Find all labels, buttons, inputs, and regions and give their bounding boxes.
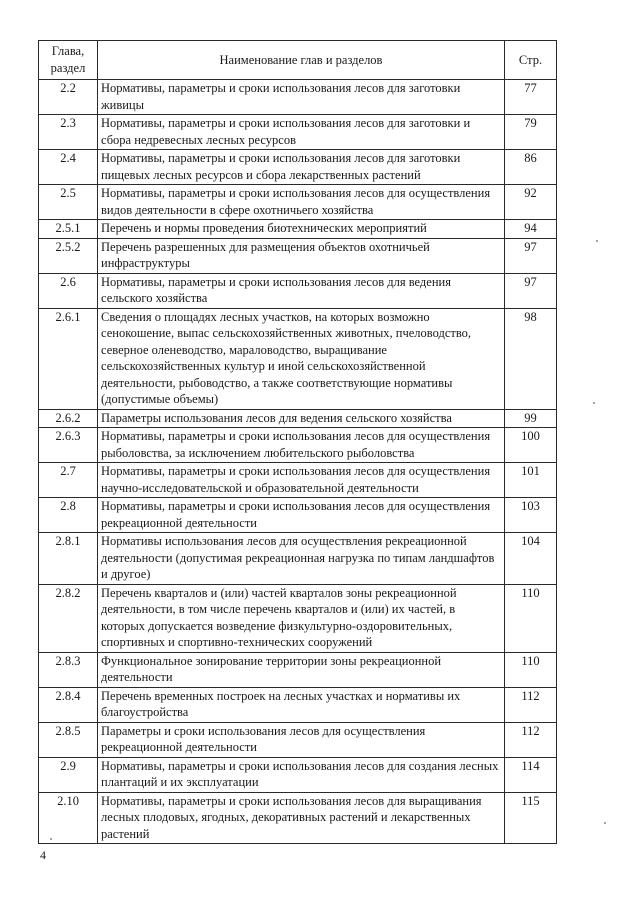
page-number-cell: 103 (505, 498, 557, 533)
table-row (39, 757, 557, 792)
page-number-cell: 100 (505, 428, 557, 463)
section-title: Нормативы, параметры и сроки использования лесов для заготовки пищевых лесных ресурсов и сбора лекарственных растений (98, 150, 505, 185)
section-title: Нормативы использования лесов для осуществления рекреационной деятельности (допустимая рекреационная нагрузка по типам ландшафтов и другое) (98, 533, 505, 585)
table-row (39, 463, 557, 498)
table-row (39, 792, 557, 844)
section-title: Функциональное зонирование территории зоны рекреационной деятельности (98, 652, 505, 687)
section-number: 2.2 (39, 80, 98, 115)
page-number-cell: 92 (505, 185, 557, 220)
table-row (39, 115, 557, 150)
section-number: 2.8.5 (39, 722, 98, 757)
page-number-cell: 115 (505, 792, 557, 844)
page-number-cell: 114 (505, 757, 557, 792)
section-number: 2.5.1 (39, 220, 98, 239)
section-number: 2.6.1 (39, 308, 98, 409)
section-number: 2.6.3 (39, 428, 98, 463)
page-number-cell: 112 (505, 722, 557, 757)
scan-speck (50, 838, 52, 840)
section-title: Перечень временных построек на лесных участках и нормативы их благоустройства (98, 687, 505, 722)
table-row (39, 409, 557, 428)
section-number: 2.8 (39, 498, 98, 533)
section-number: 2.7 (39, 463, 98, 498)
table-row (39, 652, 557, 687)
section-number: 2.3 (39, 115, 98, 150)
page-number-cell: 112 (505, 687, 557, 722)
table-row (39, 308, 557, 409)
section-title: Нормативы, параметры и сроки использования лесов для заготовки и сбора недревесных лесных ресурсов (98, 115, 505, 150)
section-number: 2.8.2 (39, 584, 98, 652)
table-row (39, 687, 557, 722)
section-number: 2.9 (39, 757, 98, 792)
table-row (39, 498, 557, 533)
section-number: 2.4 (39, 150, 98, 185)
section-number: 2.8.4 (39, 687, 98, 722)
section-number: 2.10 (39, 792, 98, 844)
section-title: Нормативы, параметры и сроки использования лесов для заготовки живицы (98, 80, 505, 115)
section-number: 2.5.2 (39, 238, 98, 273)
page-number-cell: 101 (505, 463, 557, 498)
page-number-cell: 86 (505, 150, 557, 185)
section-title: Нормативы, параметры и сроки использования лесов для осуществления научно-исследовательской и образовательной деятельности (98, 463, 505, 498)
section-number: 2.8.3 (39, 652, 98, 687)
table-row (39, 722, 557, 757)
page-number-cell: 97 (505, 273, 557, 308)
page-number-cell: 79 (505, 115, 557, 150)
section-number: 2.5 (39, 185, 98, 220)
section-number: 2.6.2 (39, 409, 98, 428)
section-title: Параметры использования лесов для ведения сельского хозяйства (98, 409, 505, 428)
table-row (39, 238, 557, 273)
page-number-cell: 97 (505, 238, 557, 273)
section-number: 2.6 (39, 273, 98, 308)
contents-body (39, 80, 557, 844)
contents-table (38, 40, 557, 844)
section-title: Нормативы, параметры и сроки использования лесов для создания лесных плантаций и их эксплуатации (98, 757, 505, 792)
table-row (39, 533, 557, 585)
table-row (39, 428, 557, 463)
header-section: Глава, раздел (39, 41, 98, 80)
header-title: Наименование глав и разделов (98, 41, 505, 80)
section-title: Сведения о площадях лесных участков, на которых возможно сенокошение, выпас сельскохозяйственных животных, пчеловодство, северное оленеводство, мараловодство, выращивание сельскохозяйственных культур и иной сельскохозяйственной деятельности, рыбоводство, а также соответствующие нормативы (допустимые объемы) (98, 308, 505, 409)
section-title: Нормативы, параметры и сроки использования лесов для осуществления рыболовства, за исключением любительского рыболовства (98, 428, 505, 463)
table-row (39, 273, 557, 308)
section-title: Перечень разрешенных для размещения объектов охотничьей инфраструктуры (98, 238, 505, 273)
table-header-row (39, 41, 557, 80)
page-number-cell: 104 (505, 533, 557, 585)
header-page: Стр. (505, 41, 557, 80)
page-number-cell: 94 (505, 220, 557, 239)
page-number-cell: 77 (505, 80, 557, 115)
section-title: Нормативы, параметры и сроки использования лесов для ведения сельского хозяйства (98, 273, 505, 308)
page-number-cell: 99 (505, 409, 557, 428)
table-row (39, 584, 557, 652)
page-number-cell: 98 (505, 308, 557, 409)
table-row (39, 80, 557, 115)
section-title: Перечень и нормы проведения биотехнических мероприятий (98, 220, 505, 239)
table-row (39, 185, 557, 220)
page-number-cell: 110 (505, 584, 557, 652)
section-title: Нормативы, параметры и сроки использования лесов для выращивания лесных плодовых, ягодных, декоративных растений и лекарственных растений (98, 792, 505, 844)
scan-speck (593, 402, 595, 404)
page-number: 4 (40, 848, 46, 862)
scan-speck (604, 822, 606, 824)
section-number: 2.8.1 (39, 533, 98, 585)
section-title: Нормативы, параметры и сроки использования лесов для осуществления видов деятельности в сфере охотничьего хозяйства (98, 185, 505, 220)
table-row (39, 150, 557, 185)
section-title: Параметры и сроки использования лесов для осуществления рекреационной деятельности (98, 722, 505, 757)
scan-speck (596, 240, 598, 242)
section-title: Перечень кварталов и (или) частей кварталов зоны рекреационной деятельности, в том числе перечень кварталов и (или) их частей, в которых допускается возведение физкультурно-оздоровительных, спортивных и спортивно-технических сооружений (98, 584, 505, 652)
section-title: Нормативы, параметры и сроки использования лесов для осуществления рекреационной деятельности (98, 498, 505, 533)
page-number-cell: 110 (505, 652, 557, 687)
table-row (39, 220, 557, 239)
